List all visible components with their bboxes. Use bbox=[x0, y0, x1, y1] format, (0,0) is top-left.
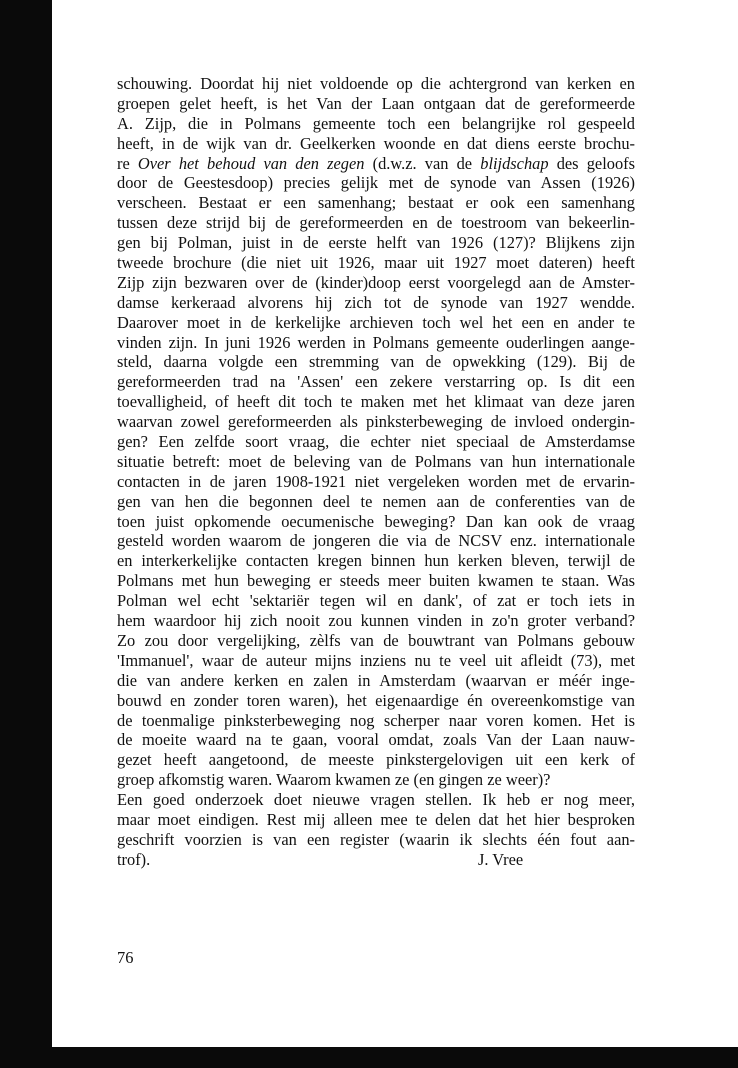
text-segment: des geloofs bbox=[548, 153, 635, 173]
text-line: steld, daarna volgde een stremming van de opwekking (129). Bij de bbox=[117, 352, 635, 372]
text-line: toen juist opkomende oecumenische beweging? Dan kan ook de vraag bbox=[117, 511, 635, 531]
text-segment: re bbox=[117, 153, 138, 173]
text-line: geschrift voorzien is van een register (waarin ik slechts één fout aan- bbox=[117, 829, 635, 849]
text-line: damse kerkeraad alvorens hij zich tot de synode van 1927 wendde. bbox=[117, 292, 635, 312]
text-line: heeft, in de wijk van dr. Geelkerken woonde en dat diens eerste brochu- bbox=[117, 133, 635, 153]
text-line: Daarover moet in de kerkelijke archieven toch wel het een en ander te bbox=[117, 312, 635, 332]
scan-bottom-border bbox=[0, 1047, 738, 1068]
body-text bbox=[117, 74, 635, 870]
text-line: bouwd en zonder toren waren), het eigenaardige én overeenkomstige van bbox=[117, 690, 635, 710]
text-line: maar moet eindigen. Rest mij alleen mee te delen dat het hier besproken bbox=[117, 809, 635, 829]
scan-left-border bbox=[0, 0, 52, 1068]
text-line: situatie betreft: moet de beleving van de Polmans van hun internationale bbox=[117, 451, 635, 471]
page-number: 76 bbox=[117, 948, 134, 967]
text-line: A. Zijp, die in Polmans gemeente toch een belangrijke rol gespeeld bbox=[117, 113, 635, 133]
italic-term: blijdschap bbox=[480, 153, 549, 173]
text-line: groep afkomstig waren. Waarom kwamen ze (en gingen ze weer)? bbox=[117, 770, 551, 790]
text-line: Polmans met hun beweging er steeds meer buiten kwamen te staan. Was bbox=[117, 571, 635, 591]
text-line: tussen deze strijd bij de gereformeerden en de toestroom van bekeerlin- bbox=[117, 213, 635, 233]
italic-book-title: Over het behoud van den zegen bbox=[137, 153, 365, 173]
text-line: vinden zijn. In juni 1926 werden in Polmans gemeente ouderlingen aange- bbox=[117, 332, 635, 352]
text-line: schouwing. Doordat hij niet voldoende op die achtergrond van kerken en bbox=[117, 74, 635, 93]
text-line: de moeite waard na te gaan, vooral omdat, zoals Van der Laan nauw- bbox=[117, 730, 635, 750]
text-line: gen van hen die begonnen deel te nemen aan de conferenties van de bbox=[117, 491, 635, 511]
text-line: groepen gelet heeft, is het Van der Laan ontgaan dat de gereformeerde bbox=[117, 93, 635, 113]
author-signature: J. Vree bbox=[478, 850, 524, 869]
text-line: tweede brochure (die niet uit 1926, maar uit 1927 moet dateren) heeft bbox=[117, 253, 635, 273]
text-line: door de Geestesdoop) precies gelijk met de synode van Assen (1926) bbox=[117, 173, 635, 193]
text-line: Zijp zijn bezwaren over de (kinder)doop eerst voorgelegd aan de Amster- bbox=[117, 272, 635, 292]
text-line: de toenmalige pinksterbeweging nog scherper naar voren komen. Het is bbox=[117, 710, 635, 730]
text-line: gen? Een zelfde soort vraag, die echter niet speciaal de Amsterdamse bbox=[117, 432, 635, 452]
text-line: gereformeerden trad na 'Assen' een zekere verstarring op. Is dit een bbox=[117, 372, 635, 392]
text-line: verscheen. Bestaat er een samenhang; bestaat er ook een samenhang bbox=[117, 193, 635, 213]
text-line: gen bij Polman, juist in de eerste helft van 1926 (127)? Blijkens zijn bbox=[117, 233, 635, 253]
text-line: contacten in de jaren 1908-1921 niet vergeleken worden met de ervarin- bbox=[117, 471, 635, 491]
text-line: gezet heeft aangetoond, de meeste pinkstergelovigen uit een kerk of bbox=[117, 750, 635, 770]
text-line-with-italic-titles bbox=[117, 154, 635, 174]
text-line: gesteld worden waarom de jongeren die via de NCSV enz. internationale bbox=[117, 531, 635, 551]
text-line: waarvan zowel gereformeerden als pinksterbeweging de invloed ondergin- bbox=[117, 412, 635, 432]
text-line: en interkerkelijke contacten kregen binnen hun kerken bleven, terwijl de bbox=[117, 551, 635, 571]
text-line: Een goed onderzoek doet nieuwe vragen stellen. Ik heb er nog meer, bbox=[117, 790, 635, 810]
text-line: toevalligheid, of heeft dit toch te maken met het klimaat van deze jaren bbox=[117, 392, 635, 412]
text-line: Polman wel echt 'sektariër tegen wil en dank', of zat er toch iets in bbox=[117, 591, 635, 611]
text-line: die van andere kerken en zalen in Amsterdam (waarvan er méér inge- bbox=[117, 670, 635, 690]
text-line: 'Immanuel', waar de auteur mijns inziens nu te veel uit afleidt (73), met bbox=[117, 650, 635, 670]
text-line: Zo zou door vergelijking, zèlfs van de bouwtrant van Polmans gebouw bbox=[117, 630, 635, 650]
text-line: hem waardoor hij zich nooit zou kunnen vinden in zo'n groter verband? bbox=[117, 611, 635, 631]
text-segment: (d.w.z. van de bbox=[364, 153, 481, 173]
text-line: trof). bbox=[117, 849, 151, 869]
